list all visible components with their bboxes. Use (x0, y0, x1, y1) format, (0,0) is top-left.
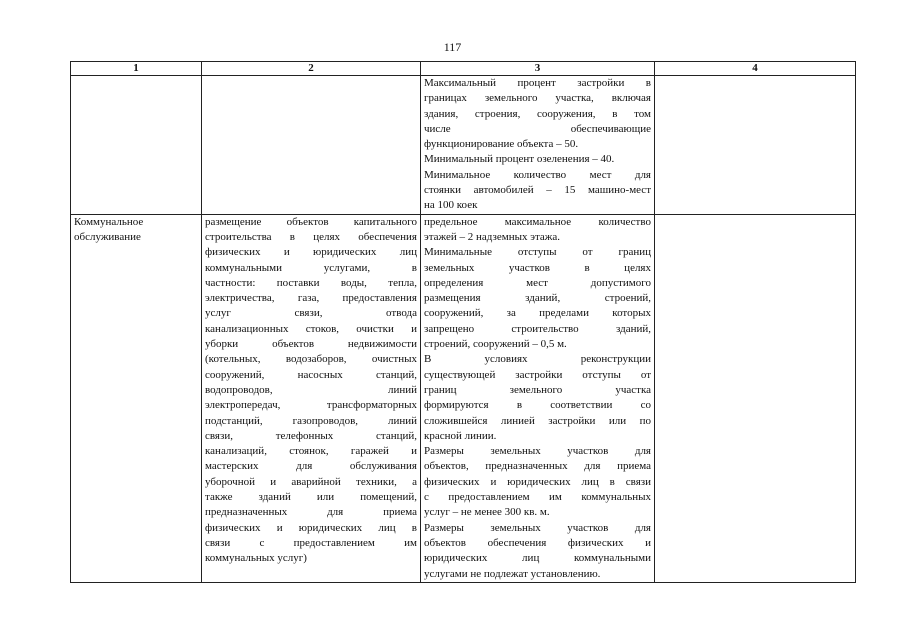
cell-text-line: водопроводов, линий (205, 383, 417, 396)
cell-text-line: функционирование объекта – 50. (424, 138, 579, 151)
column-header-2: 2 (202, 62, 421, 76)
cell-text-line: предназначенных для приема (205, 506, 417, 519)
cell-text-line: уборочной и аварийной техники, а (205, 475, 417, 488)
cell-text-line: красной линии. (424, 429, 497, 442)
table-row (71, 76, 856, 215)
cell-text-line: также зданий или помещений, (205, 491, 417, 504)
cell-text-line: границах земельного участка, включая (424, 92, 651, 105)
cell-text-line: здания, строения, сооружения, в том (424, 107, 651, 120)
cell-text-line: физических и юридических лиц (205, 246, 417, 259)
cell-text-line: связи, телефонных станций, (205, 429, 417, 442)
table-row (71, 214, 856, 582)
cell-text-line: существующей застройки отступы от (424, 368, 651, 381)
cell-text-line: сооружений, за пределами которых (424, 307, 651, 320)
cell-text-line: границ земельного участка (424, 383, 651, 396)
cell-text-line: строений, сооружений – 0,5 м. (424, 338, 567, 351)
description-cell (202, 214, 421, 582)
cell-text-line: определения мест допустимого (424, 276, 651, 289)
notes-cell (655, 214, 856, 582)
cell-text-line: связи с предоставлением им (205, 536, 417, 549)
notes-cell (655, 76, 856, 215)
cell-text-line: канализационных стоков, очистки и (205, 322, 417, 335)
cell-text-line: коммунальных услуг) (205, 552, 307, 565)
parameters-cell (421, 76, 655, 215)
cell-text-line: обслуживание (74, 230, 141, 243)
cell-text-line: Размеры земельных участков для (424, 521, 651, 534)
regulations-table (70, 61, 856, 583)
cell-text-line: сооружений, насосных станций, (205, 368, 417, 381)
cell-text-line: строительства в целях обеспечения (205, 230, 417, 243)
cell-text-line: размещение объектов капитального (205, 215, 417, 228)
cell-text-line: уборки объектов недвижимости (205, 338, 417, 351)
cell-text-line: подстанций, газопроводов, линий (205, 414, 417, 427)
cell-text-line: Максимальный процент застройки в (424, 77, 651, 89)
cell-text-line: услуг – не менее 300 кв. м. (424, 506, 550, 519)
cell-text-line: электричества, газа, предоставления (205, 292, 417, 305)
cell-text-line: объектов обеспечения физических и (424, 536, 651, 549)
cell-text-line: услугами не подлежат установлению. (424, 567, 601, 580)
cell-text-line: Размеры земельных участков для (424, 445, 651, 458)
cell-text-line: частности: поставки воды, тепла, (205, 276, 417, 289)
column-header-4: 4 (655, 62, 856, 76)
cell-text-line: коммунальными услугами, в (205, 261, 417, 274)
cell-text-line: Минимальное количество мест для (424, 168, 651, 181)
cell-text-line: запрещено строительство зданий, (424, 322, 651, 335)
cell-text-line: электропередач, трансформаторных (205, 399, 417, 412)
cell-text-line: Коммунальное (74, 215, 144, 228)
cell-text-line: объектов, предназначенных для приема (424, 460, 651, 473)
cell-text-line: этажей – 2 надземных этажа. (424, 230, 561, 243)
cell-text-line: юридических лиц коммунальными (424, 552, 651, 565)
cell-text-line: стоянки автомобилей – 15 машино-мест (424, 184, 651, 197)
cell-text-line: формируются в соответствии со (424, 399, 651, 412)
cell-text-line: сложившейся линией застройки или по (424, 414, 651, 427)
cell-text-line: с предоставлением им коммунальных (424, 491, 651, 504)
cell-text-line: канализаций, стоянок, гаражей и (205, 445, 417, 458)
cell-text-line: В условиях реконструкции (424, 353, 651, 366)
column-header-1: 1 (71, 62, 202, 76)
cell-text-line: Минимальные отступы от границ (424, 246, 651, 259)
parameters-cell (421, 214, 655, 582)
page-number: 117 (443, 40, 462, 54)
description-cell (202, 76, 421, 215)
cell-text-line: размещения зданий, строений, (424, 292, 651, 305)
cell-text-line: предельное максимальное количество (424, 215, 651, 228)
cell-text-line: числе обеспечивающие (424, 122, 651, 135)
column-header-3: 3 (421, 62, 655, 76)
type-cell (71, 76, 202, 215)
type-cell (71, 214, 202, 582)
cell-text-line: физических и юридических лиц в связи (424, 475, 651, 488)
cell-text-line: Минимальный процент озеленения – 40. (424, 153, 615, 166)
cell-text-line: услуг связи, отвода (205, 307, 417, 320)
table-header-row (71, 62, 856, 76)
cell-text-line: на 100 коек (424, 199, 478, 212)
cell-text-line: мастерских для обслуживания (205, 460, 417, 473)
cell-text-line: физических и юридических лиц в (205, 521, 417, 534)
cell-text-line: земельных участков в целях (424, 261, 651, 274)
cell-text-line: (котельных, водозаборов, очистных (205, 353, 417, 366)
